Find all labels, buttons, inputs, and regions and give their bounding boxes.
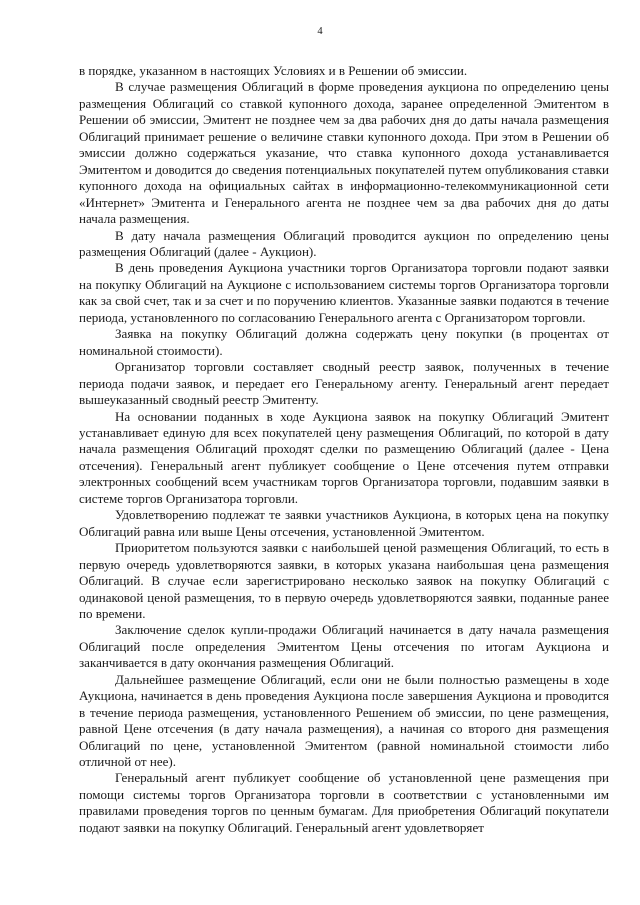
paragraph-price-publication: Генеральный агент публикует сообщение об установленной цене размещения при помощи системы торгов Организатора торговли в соответствии с установленными им правилами проведения торгов по ценным бумагам. Для приобретения Облигаций покупатели подают заявки на покупку Облигаций. Генеральный агент удовлетворяет bbox=[79, 770, 609, 835]
paragraph-bid-priority: Приоритетом пользуются заявки с наибольшей ценой размещения Облигаций, то есть в первую очередь удовлетворяются заявки, в которых указана наибольшая цена размещения Облигаций. В случае если зарегистрировано несколько заявок на покупку Облигаций с одинаковой ценой размещения, то в первую очередь удовлетворяются заявки, поданные ранее по времени. bbox=[79, 540, 609, 621]
paragraph-deal-execution: Заключение сделок купли-продажи Облигаций начинается в дату начала размещения Облигаций после определения Эмитентом Цены отсечения по итогам Аукциона и заканчивается в дату окончания размещения Облигаций. bbox=[79, 622, 609, 671]
paragraph-auction-bids: В день проведения Аукциона участники торгов Организатора торговли подают заявки на покупку Облигаций на Аукционе с использованием системы торгов Организатора торговли как за свой счет, так и за счет и по поручению клиентов. Указанные заявки подаются в течение периода, установленного по согласованию Генерального агента с Организатором торговли. bbox=[79, 260, 609, 325]
paragraph-bid-registry: Организатор торговли составляет сводный реестр заявок, полученных в течение периода подачи заявок, и передает его Генеральному агенту. Генеральный агент передает вышеуказанный сводный реестр Эмитенту. bbox=[79, 359, 609, 408]
paragraph-coupon-rate: В случае размещения Облигаций в форме проведения аукциона по определению цены размещения Облигаций со ставкой купонного дохода, заранее определенной Эмитентом в Решении об эмиссии, Эмитент не позднее чем за два рабочих дня до даты начала размещения Облигаций принимает решение о величине ставки купонного дохода. При этом в Решении об эмиссии должно содержаться указание, что ставка купонного дохода устанавливается Эмитентом и доводится до сведения потенциальных покупателей путем опубликования ставки купонного дохода на официальных сайтах в информационно-телекоммуникационной сети «Интернет» Эмитента и Генерального агента не позднее чем за два рабочих дня до даты начала размещения. bbox=[79, 79, 609, 227]
paragraph-cutoff-price: На основании поданных в ходе Аукциона заявок на покупку Облигаций Эмитент устанавливает единую для всех покупателей цену размещения Облигаций, по которой в дату начала размещения Облигаций проходят сделки по размещению Облигаций (далее - Цена отсечения). Генеральный агент публикует сообщение о Цене отсечения путем отправки электронных сообщений всем участникам торгов Организатора торговли, подавшим заявки в системе торгов Организатора торговли. bbox=[79, 408, 609, 506]
paragraph-bid-satisfaction: Удовлетворению подлежат те заявки участников Аукциона, в которых цена на покупку Облигаций равна или выше Цены отсечения, установленной Эмитентом. bbox=[79, 507, 609, 539]
paragraph-continuation: в порядке, указанном в настоящих Условиях и в Решении об эмиссии. bbox=[79, 63, 468, 78]
document-body bbox=[79, 63, 609, 836]
paragraph-auction-date: В дату начала размещения Облигаций проводится аукцион по определению цены размещения Облигаций (далее - Аукцион). bbox=[79, 227, 609, 259]
paragraph-bid-price: Заявка на покупку Облигаций должна содержать цену покупки (в процентах от номинальной стоимости). bbox=[79, 326, 609, 358]
page-number: 4 bbox=[317, 26, 323, 37]
paragraph-further-placement: Дальнейшее размещение Облигаций, если они не были полностью размещены в ходе Аукциона, начинается в день проведения Аукциона после завершения Аукциона и проводится в течение периода размещения, установленного Решением об эмиссии, по цене размещения, равной Цене отсечения (в дату начала размещения), а начиная со второго дня размещения Облигаций по цене, установленной Эмитентом (равной номинальной стоимости либо отличной от нее). bbox=[79, 671, 609, 770]
